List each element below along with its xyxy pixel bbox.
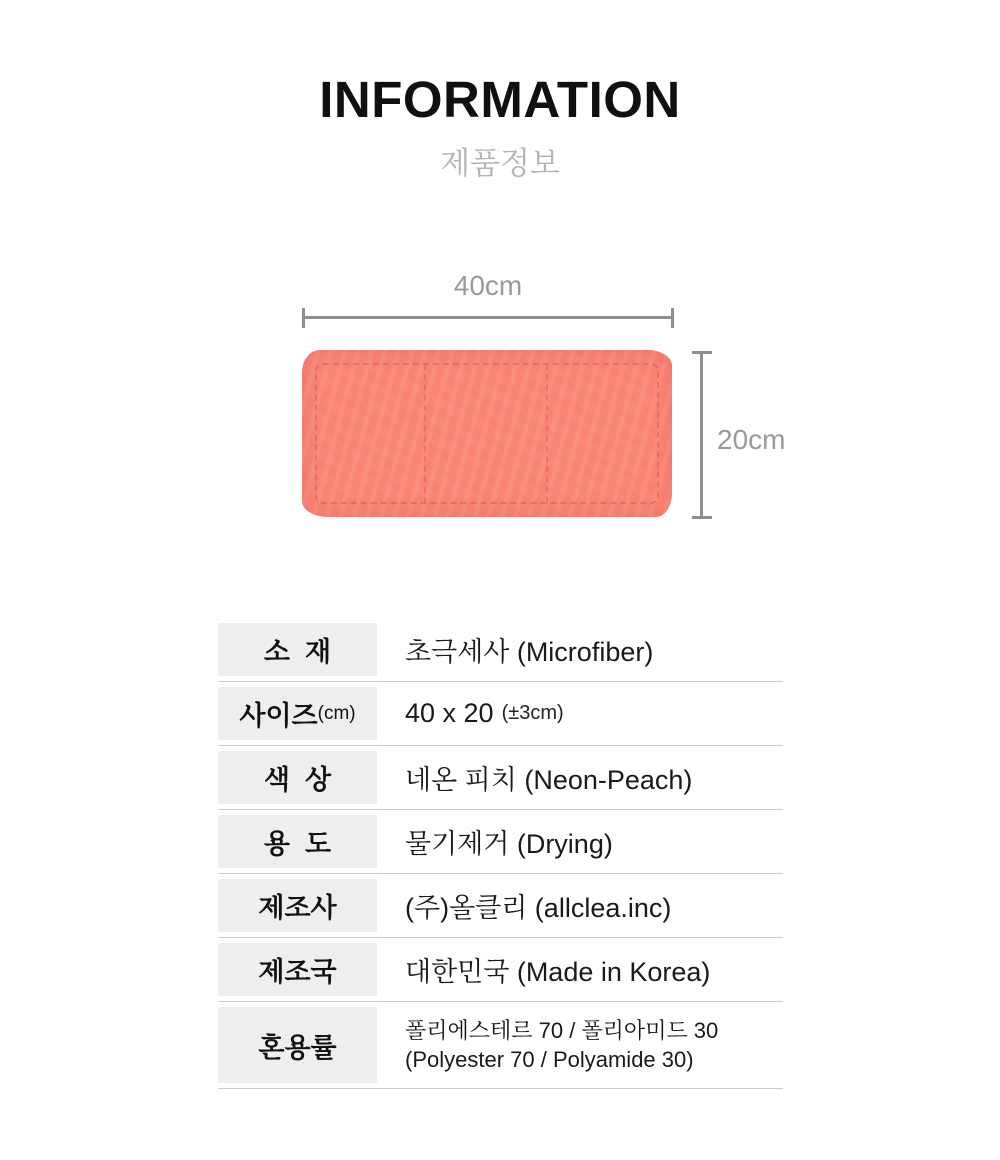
dimension-cap-right bbox=[671, 308, 674, 328]
height-dimension-line bbox=[692, 351, 712, 519]
width-dimension-label: 40cm bbox=[453, 270, 523, 301]
spec-label-text: 용 도 bbox=[263, 829, 332, 859]
spec-table bbox=[218, 618, 783, 1089]
spec-label-text: 소 재 bbox=[263, 637, 332, 667]
spec-value-text: 대한민국 (Made in Korea) bbox=[405, 957, 711, 987]
dimension-bar-horizontal bbox=[302, 316, 674, 319]
spec-row-material bbox=[218, 618, 783, 682]
product-image-towel bbox=[302, 350, 672, 517]
width-dimension-line bbox=[302, 308, 674, 328]
spec-value-country bbox=[377, 938, 783, 1001]
dimension-bar-vertical bbox=[700, 351, 703, 519]
spec-value-material bbox=[377, 618, 783, 681]
towel-stitch-border bbox=[315, 363, 659, 504]
spec-label-country bbox=[218, 943, 377, 996]
spec-row-color bbox=[218, 746, 783, 810]
spec-value-text: 네온 피치 (Neon-Peach) bbox=[405, 765, 693, 795]
spec-value-usage bbox=[377, 810, 783, 873]
spec-row-country bbox=[218, 938, 783, 1002]
spec-value-text: 초극세사 (Microfiber) bbox=[405, 637, 654, 667]
towel-stitch-line-1 bbox=[424, 364, 426, 503]
spec-label-text: 제조국 bbox=[258, 957, 337, 987]
spec-value-color bbox=[377, 746, 783, 809]
spec-value-size bbox=[377, 682, 783, 745]
spec-label-usage bbox=[218, 815, 377, 868]
page-title: INFORMATION bbox=[319, 71, 681, 128]
spec-value-manufacturer bbox=[377, 874, 783, 937]
spec-label-unit: (cm) bbox=[317, 702, 356, 724]
dimension-cap-bottom bbox=[692, 516, 712, 519]
spec-row-size bbox=[218, 682, 783, 746]
spec-label-material bbox=[218, 623, 377, 676]
spec-label-color bbox=[218, 751, 377, 804]
height-dimension-label: 20cm bbox=[717, 424, 786, 455]
spec-value-tolerance: (±3cm) bbox=[501, 702, 564, 724]
spec-label-manufacturer bbox=[218, 879, 377, 932]
spec-label-text: 혼용률 bbox=[258, 1032, 337, 1063]
spec-value-text: 40 x 20 bbox=[405, 698, 494, 728]
spec-value-text: (주)올클리 (allclea.inc) bbox=[405, 893, 672, 923]
spec-value-composition bbox=[377, 1002, 783, 1088]
towel-stitch-line-2 bbox=[546, 364, 548, 503]
spec-row-manufacturer bbox=[218, 874, 783, 938]
spec-label-text: 제조사 bbox=[258, 893, 337, 923]
spec-label-composition bbox=[218, 1007, 377, 1083]
spec-row-usage bbox=[218, 810, 783, 874]
spec-row-composition bbox=[218, 1002, 783, 1089]
spec-label-text: 사이즈 bbox=[239, 701, 318, 731]
spec-value-text: 물기제거 (Drying) bbox=[405, 829, 613, 859]
spec-value-line1: 폴리에스테르 70 / 폴리아미드 30 bbox=[405, 1018, 719, 1043]
spec-label-text: 색 상 bbox=[263, 765, 332, 795]
spec-label-size bbox=[218, 687, 377, 740]
page-subtitle: 제품정보 bbox=[440, 146, 560, 181]
spec-value-line2: (Polyester 70 / Polyamide 30) bbox=[405, 1047, 694, 1072]
